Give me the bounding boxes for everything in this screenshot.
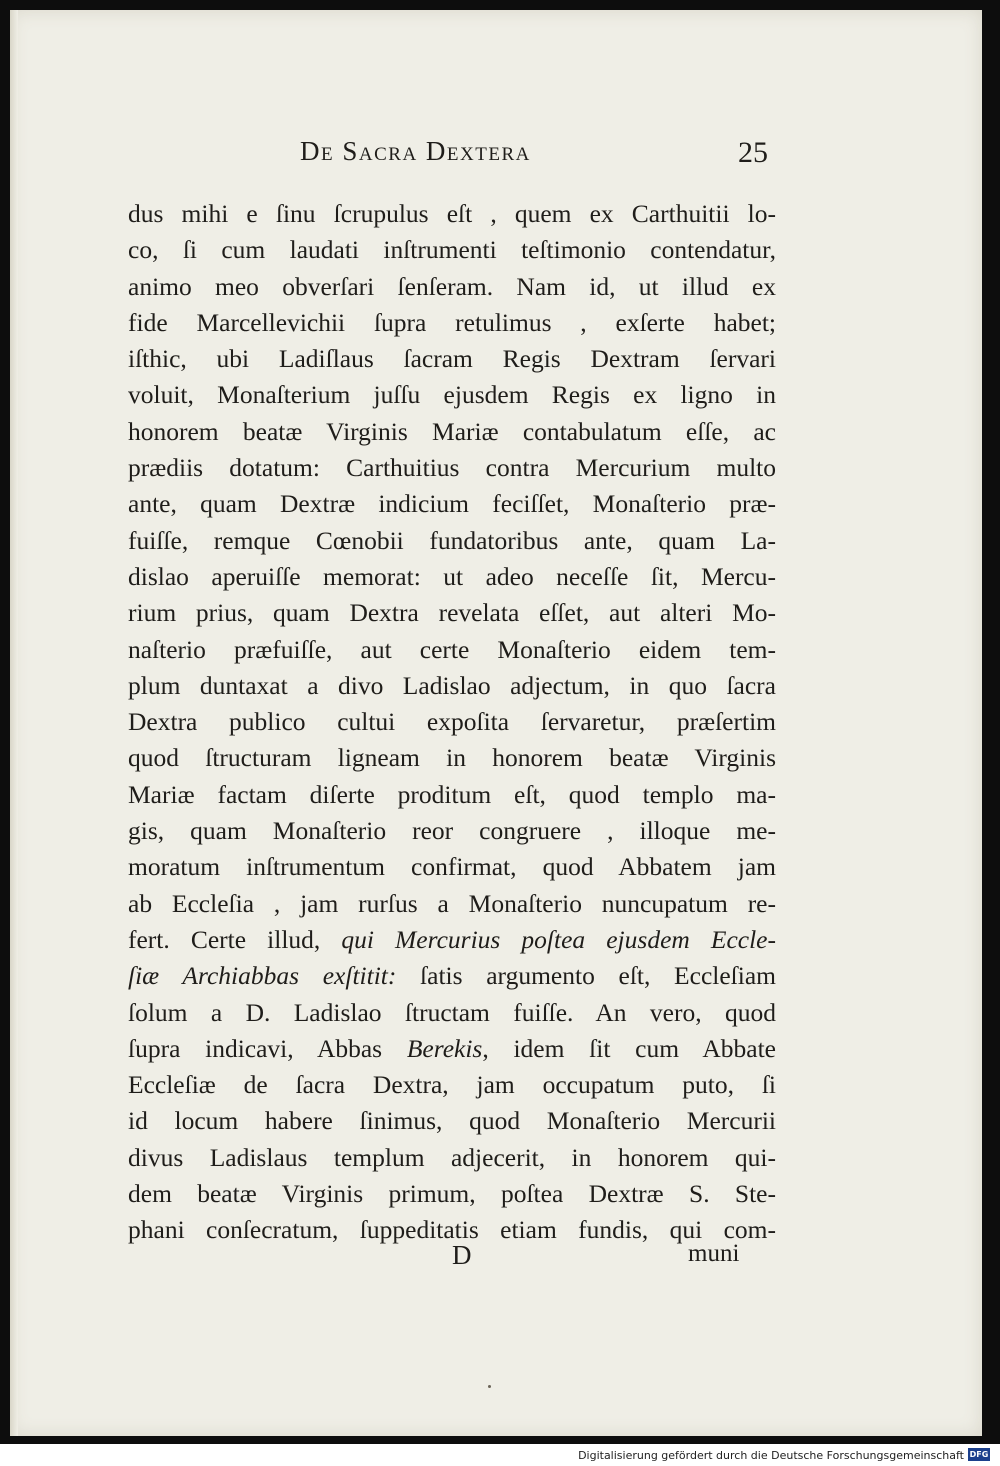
- text-line: [128, 632, 776, 668]
- text-line: [128, 704, 776, 740]
- paper-speck: [488, 1385, 491, 1388]
- text-line: [128, 196, 776, 232]
- text-line: [128, 414, 776, 450]
- text-run: ſupra indicavi, Abbas: [128, 1033, 407, 1063]
- dfg-logo: DFG: [969, 1450, 989, 1459]
- text-line: [128, 813, 776, 849]
- text-run: Mariæ factam diſerte proditum eſt, quod templo ma-: [128, 779, 776, 809]
- text-line: [128, 922, 776, 958]
- text-run: co, ſi cum laudati inſtrumenti teſtimonio contendatur,: [128, 235, 776, 265]
- text-run: gis, quam Monaſterio reor congruere , illoque me-: [128, 816, 776, 846]
- text-run: rium prius, quam Dextra revelata eſſet, aut alteri Mo-: [128, 598, 776, 628]
- text-run: fuiſſe, remque Cœnobii fundatoribus ante, quam La-: [128, 525, 776, 555]
- italic-text-run: ſiæ Archiabbas exſtitit:: [128, 961, 397, 991]
- text-line: [128, 740, 776, 776]
- italic-text-run: Berekis: [406, 1033, 483, 1063]
- text-line: [128, 450, 776, 486]
- text-line: [128, 1103, 776, 1139]
- text-run: plum duntaxat a divo Ladislao adjectum, in quo ſacra: [128, 670, 776, 700]
- text-line: [128, 886, 776, 922]
- text-line: [128, 849, 776, 885]
- text-run: naſterio præfuiſſe, aut certe Monaſterio eidem tem-: [128, 634, 776, 664]
- text-run: animo meo obverſari ſenſeram. Nam id, ut illud ex: [128, 271, 776, 301]
- text-run: Eccleſiæ de ſacra Dextra, jam occupatum puto, ſi: [128, 1070, 776, 1100]
- text-line: [128, 232, 776, 268]
- text-run: moratum inſtrumentum confirmat, quod Abbatem jam: [128, 852, 776, 882]
- text-run: iſthic, ubi Ladiſlaus ſacram Regis Dextram ſervari: [128, 344, 776, 374]
- text-run: prædiis dotatum: Carthuitius contra Mercurium multo: [128, 453, 776, 483]
- text-run: quod ſtructuram ligneam in honorem beatæ Virginis: [128, 743, 776, 773]
- text-run: divus Ladislaus templum adjecerit, in honorem qui-: [128, 1142, 776, 1172]
- text-line: [128, 523, 776, 559]
- running-title: De Sacra Dextera: [300, 136, 531, 166]
- text-run: dus mihi e ſinu ſcrupulus eſt , quem ex Carthuitii lo-: [128, 199, 776, 228]
- text-run: phani conſecratum, ſuppeditatis etiam fundis, qui com-: [128, 1215, 776, 1245]
- text-line: [128, 486, 776, 522]
- text-run: ſolum a D. Ladislao ſtructam fuiſſe. An vero, quod: [128, 997, 776, 1027]
- text-line: [128, 1140, 776, 1176]
- text-line: [128, 668, 776, 704]
- text-run: dem beatæ Virginis primum, poſtea Dextræ S. Ste-: [128, 1179, 776, 1209]
- digitization-credit: Digitalisierung gefördert durch die Deutsche Forschungsgemeinschaft: [578, 1449, 964, 1462]
- text-line: [128, 1067, 776, 1103]
- italic-text-run: qui Mercurius poſtea ejusdem Eccle-: [341, 924, 776, 954]
- text-line: [128, 1031, 776, 1067]
- text-line: [128, 377, 776, 413]
- text-line: [128, 958, 776, 994]
- text-run: voluit, Monaſterium juſſu ejusdem Regis ex ligno in: [128, 380, 776, 410]
- body-text: [128, 196, 776, 1249]
- text-line: [128, 341, 776, 377]
- text-run: , idem ſit cum Abbate: [482, 1033, 776, 1063]
- text-line: [128, 305, 776, 341]
- text-run: honorem beatæ Virginis Mariæ contabulatum eſſe, ac: [128, 416, 776, 446]
- text-run: ante, quam Dextræ indicium feciſſet, Monaſterio præ-: [128, 489, 776, 519]
- text-run: dislao aperuiſſe memorat: ut adeo neceſſe ſit, Mercu-: [128, 561, 776, 591]
- signature-mark: D: [452, 1240, 472, 1270]
- page-gutter-edge: [10, 10, 18, 1436]
- text-line: [128, 995, 776, 1031]
- text-line: [128, 559, 776, 595]
- text-run: ſatis argumento eſt, Eccleſiam: [396, 961, 776, 991]
- text-run: ab Eccleſia , jam rurſus a Monaſterio nuncupatum re-: [128, 888, 776, 918]
- text-run: id locum habere ſinimus, quod Monaſterio Mercurii: [128, 1106, 776, 1136]
- text-line: [128, 1176, 776, 1212]
- catchword: muni: [688, 1240, 740, 1267]
- text-line: [128, 777, 776, 813]
- text-line: [128, 269, 776, 305]
- text-run: fert. Certe illud,: [128, 924, 342, 954]
- text-line: [128, 595, 776, 631]
- page-number: 25: [738, 136, 768, 169]
- text-run: fide Marcellevichii ſupra retulimus , exſerte habet;: [128, 307, 776, 337]
- text-run: Dextra publico cultui expoſita ſervaretur, præſertim: [128, 707, 776, 737]
